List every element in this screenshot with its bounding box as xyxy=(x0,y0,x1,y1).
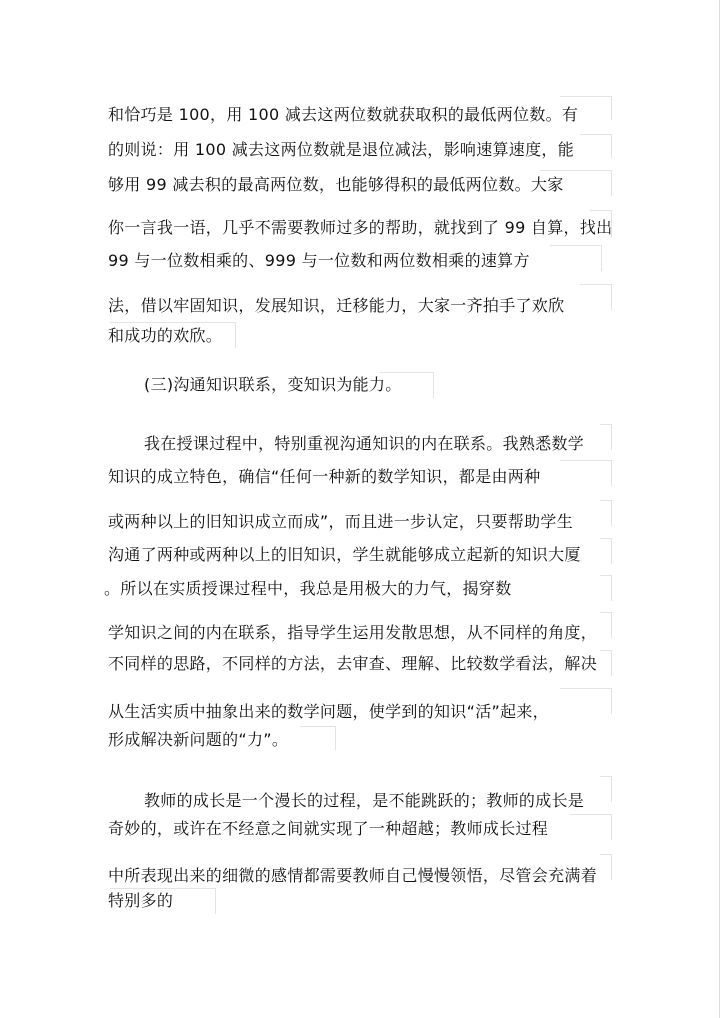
frame-line xyxy=(580,284,612,310)
text-line: 中所表现出来的细微的感情都需要教师自己慢慢领悟，尽管会充满着 xyxy=(108,866,598,885)
text-line: 沟通了两种或两种以上的旧知识，学生就能够成立起新的知识大厦 xyxy=(108,545,581,564)
text-line: 特别多的 xyxy=(108,891,174,910)
section-heading: (三)沟通知识联系，变知识为能力。 xyxy=(144,375,402,394)
frame-line xyxy=(600,424,612,450)
text-line: 奇妙的，或许在不经意之间就实现了一种超越；教师成长过程 xyxy=(108,819,549,838)
text-line: 我在授课过程中，特别重视沟通知识的内在联系。我熟悉数学 xyxy=(144,434,585,453)
text-line: 或两种以上的旧知识成立而成”，而且进一步认定，只要帮助学生 xyxy=(108,512,573,531)
frame-line xyxy=(600,776,612,802)
frame-line xyxy=(600,538,612,564)
text-line: 的则说：用 100 减去这两位数就是退位减法，影响速算速度，能 xyxy=(108,140,575,159)
text-line: 教师的成长是一个漫长的过程，是不能跳跃的；教师的成长是 xyxy=(144,791,585,810)
frame-line xyxy=(300,726,336,750)
frame-line xyxy=(550,245,602,271)
text-line: 够用 99 减去积的最高两位数，也能够得积的最低两位数。大家 xyxy=(108,175,564,194)
text-line: 从生活实质中抽象出来的数学问题，使学到的知识“活”起来， xyxy=(108,702,549,721)
frame-line xyxy=(600,650,612,676)
text-line: 学知识之间的内在联系，指导学生运用发散思想，从不同样的角度， xyxy=(108,623,598,642)
frame-line xyxy=(580,134,612,158)
text-line: 知识的成立特色，确信“任何一种新的数学知识，都是由两种 xyxy=(108,467,541,486)
text-line: 形成解决新问题的“力”。 xyxy=(108,730,289,749)
frame-line xyxy=(560,688,612,714)
frame-line xyxy=(560,460,612,486)
frame-line xyxy=(600,612,612,638)
text-line: 99 与一位数相乘的、999 与一位数和两位数相乘的速算方 xyxy=(108,251,530,270)
text-line: 和恰巧是 100，用 100 减去这两位数就获取积的最低两位数。有 xyxy=(108,105,579,124)
text-line: 。所以在实质授课过程中，我总是用极大的力气，揭穿数 xyxy=(104,579,512,598)
frame-line xyxy=(600,575,612,601)
text-line: 法，借以牢固知识，发展知识，迁移能力，大家一齐拍手了欢欣 xyxy=(108,296,565,315)
frame-line xyxy=(600,500,612,526)
frame-line xyxy=(570,814,612,840)
text-line: 不同样的思路，不同样的方法，去审查、理解、比较数学看法，解决 xyxy=(108,654,598,673)
frame-line xyxy=(600,854,612,880)
text-line: 你一言我一语，几乎不需要教师过多的帮助，就找到了 99 自算，找出 xyxy=(108,218,613,237)
text-line: 和成功的欢欣。 xyxy=(108,326,223,345)
